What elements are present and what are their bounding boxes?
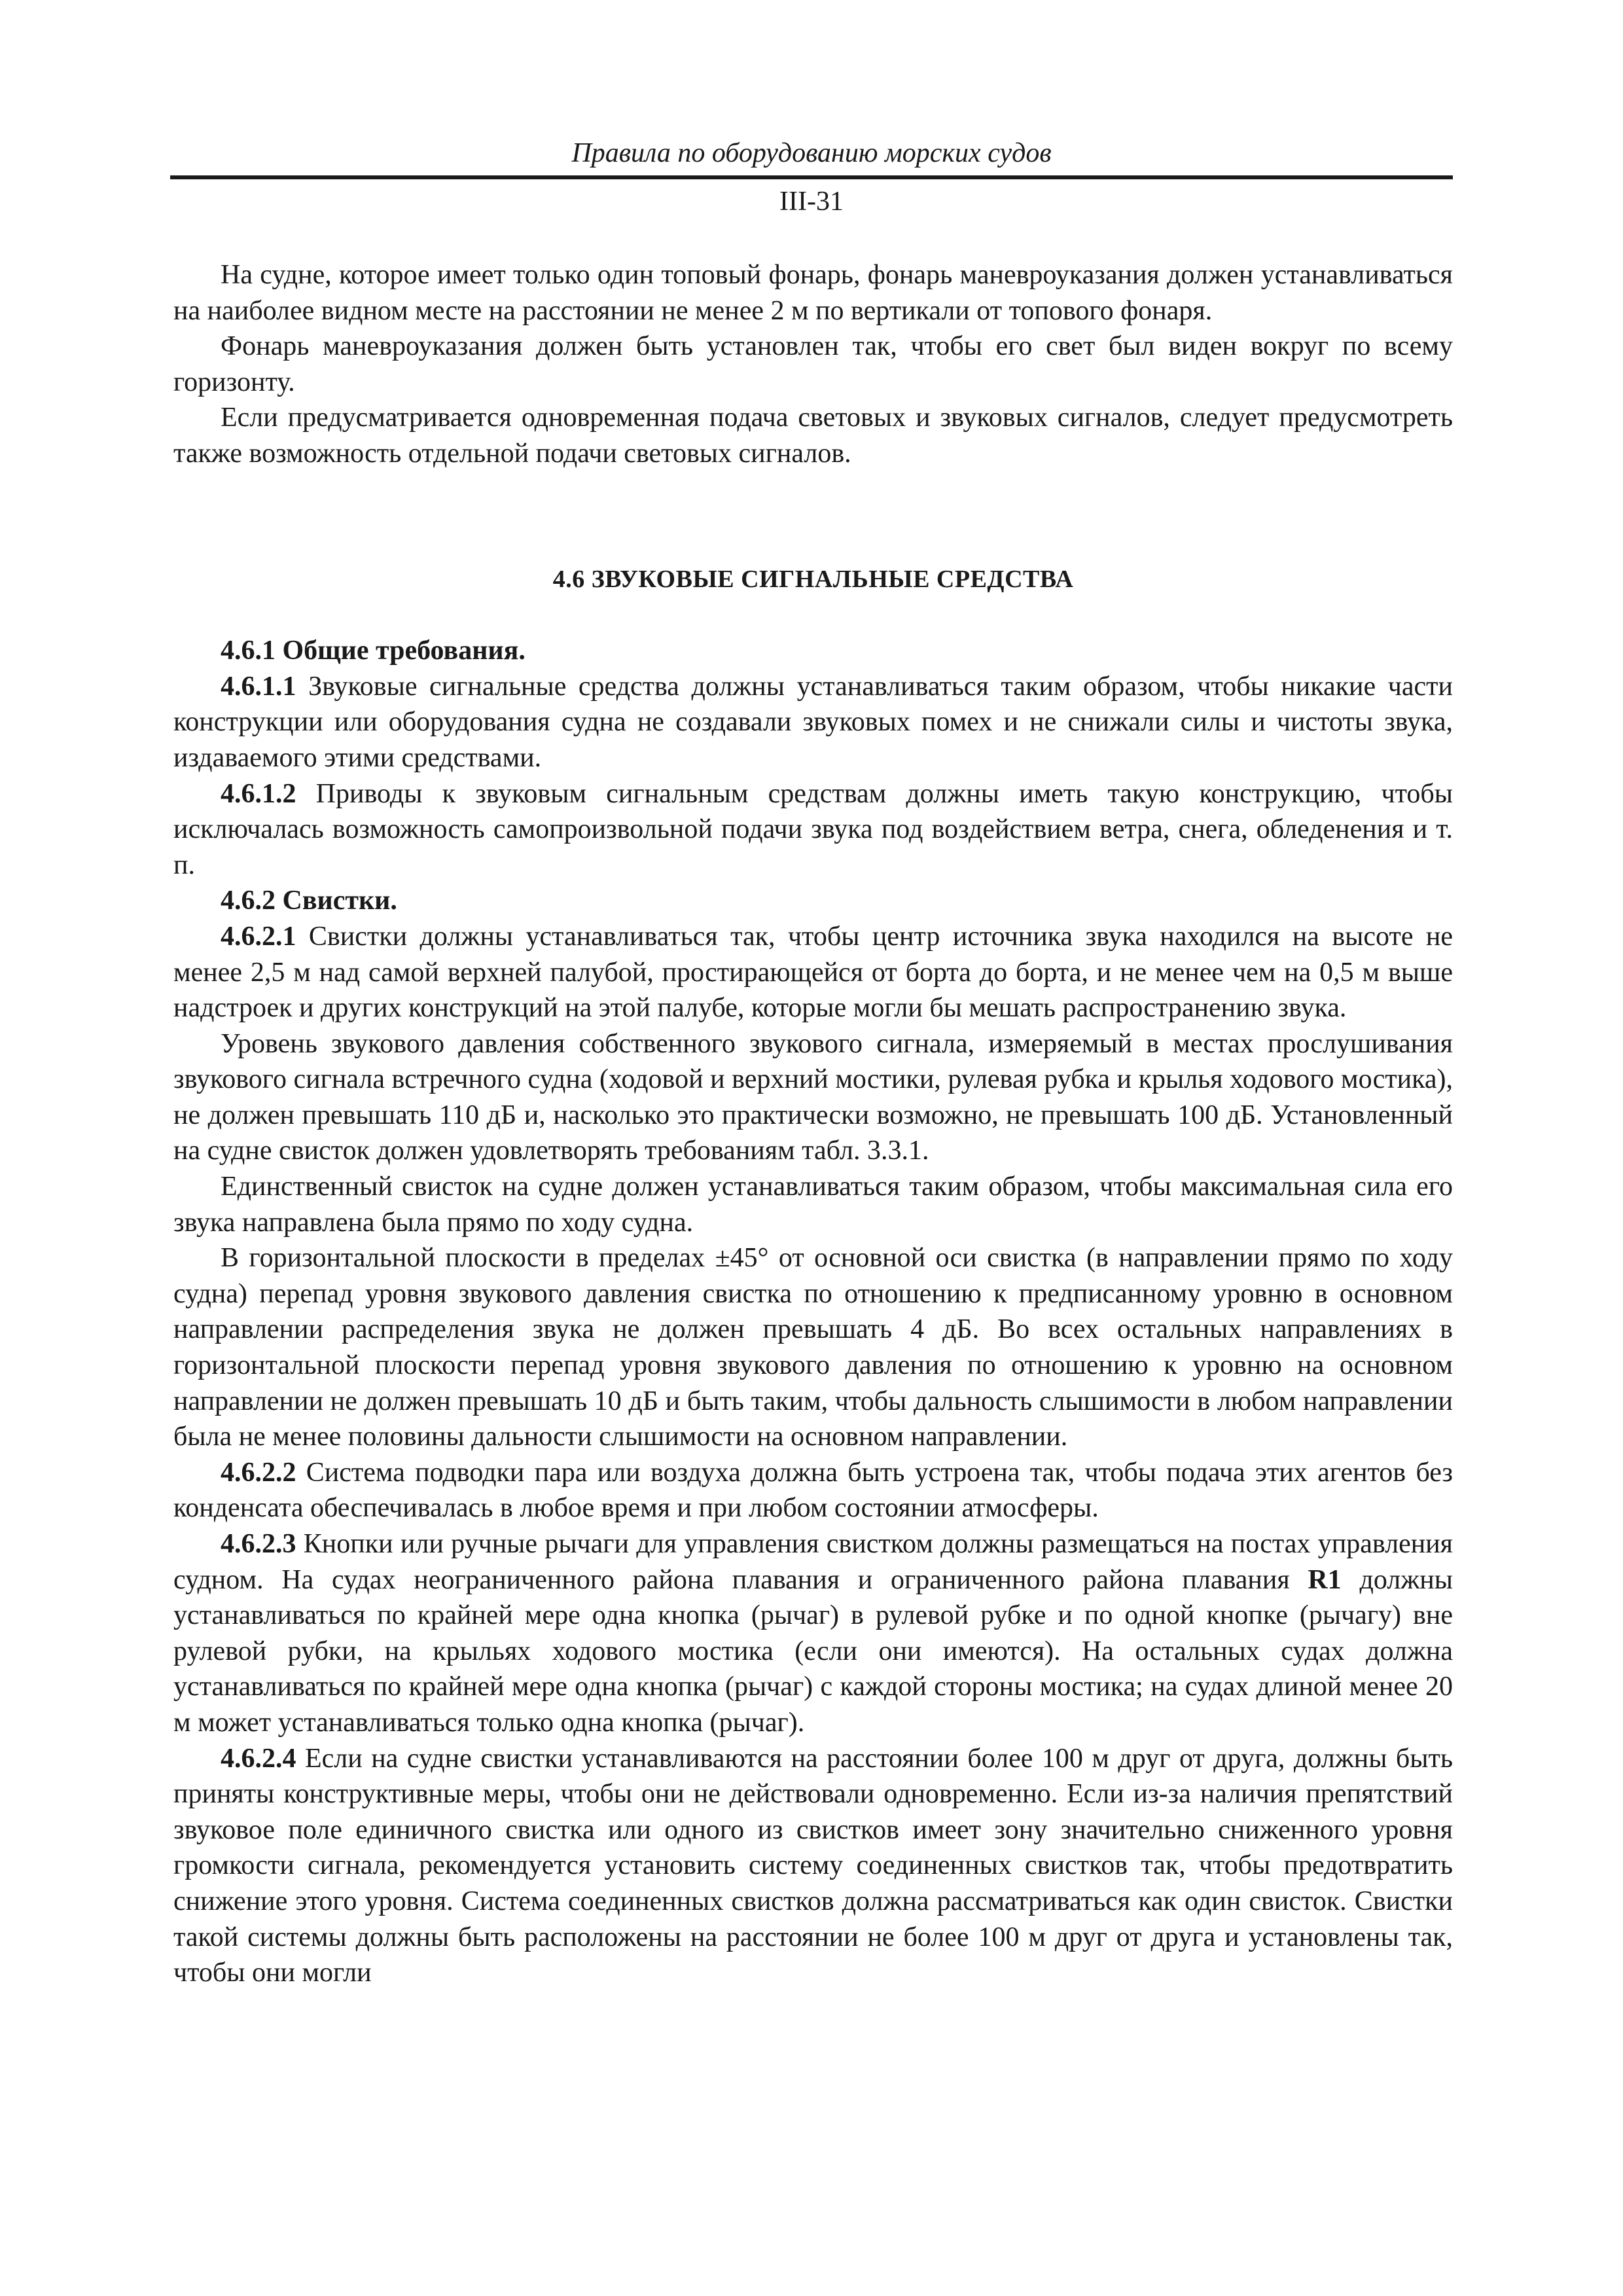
section-title: 4.6 ЗВУКОВЫЕ СИГНАЛЬНЫЕ СРЕДСТВА xyxy=(552,565,1074,593)
clause-number: 4.6.1.1 xyxy=(221,671,296,702)
subsection-heading-whistles: 4.6.2 Свистки. xyxy=(221,886,397,916)
clause-text: Свистки должны устанавливаться так, чтобы центр источника звука находился на высоте не менее 2,5 м над самой верхней палубой, простирающейся от борта до борта, и не менее чем на 0,5 м выше надстроек и других конструкций на этой палубе, которые могли бы мешать распространению звука. xyxy=(173,921,1453,1024)
clause-number: 4.6.1.2 xyxy=(221,778,296,809)
clause-text: Звуковые сигнальные средства должны устанавливаться таким образом, чтобы никакие части конструкции или оборудования судна не создавали звуковых помех и не снижали силы и чистоты звука, издаваемого этими средствами. xyxy=(173,671,1453,773)
running-title: Правила по оборудованию морских судов xyxy=(571,138,1052,168)
clause-4-6-2-3 xyxy=(173,1526,1453,1741)
clause-4-6-2-4 xyxy=(173,1741,1453,1991)
clause-4-6-1-2 xyxy=(173,776,1453,884)
clause-4-6-2-2 xyxy=(173,1455,1453,1526)
paragraph-single-whistle: Единственный свисток на судне должен устанавливаться таким образом, чтобы максимальная сила его звука направлена была прямо по ходу судна. xyxy=(173,1172,1453,1238)
paragraph-masthead-light: На судне, которое имеет только один топовый фонарь, фонарь маневроуказания должен устанавливаться на наиболее видном месте на расстоянии не менее 2 м по вертикали от топового фонаря. xyxy=(173,260,1453,326)
clause-4-6-1-1 xyxy=(173,669,1453,776)
spacer xyxy=(173,472,1453,562)
paragraph-sound-pressure-level: Уровень звукового давления собственного звукового сигнала, измеряемый в местах прослушивания звукового сигнала встречного судна (ходовой и верхний мостики, рулевая рубка и крылья ходового мостика), не должен превышать 110 дБ и, насколько это практически возможно, не превышать 100 дБ. Установленный на судне свисток должен удовлетворять требованиям табл. 3.3.1. xyxy=(173,1028,1453,1166)
subsection-heading-general: 4.6.1 Общие требования. xyxy=(221,636,526,666)
document-body xyxy=(173,257,1453,1991)
clause-text: Если на судне свистки устанавливаются на расстоянии более 100 м друг от друга, должны быть приняты конструктивные меры, чтобы они не действовали одновременно. Если из-за наличия препятствий звуковое поле единичного свистка или одного из свистков имеет зону значительно сниженного уровня громкости сигнала, рекомендуется установить систему соединенных свистков так, чтобы предотвратить снижение этого уровня. Система соединенных свистков должна рассматриваться как один свисток. Свистки такой системы должны быть расположены на расстоянии не более 100 м друг от друга и установлены так, чтобы они могли xyxy=(173,1743,1453,1988)
clause-text: должны устанавливаться по крайней мере одна кнопка (рычаг) в рулевой рубке и по одной кнопке (рычагу) вне рулевой рубки, на крыльях ходового мостика (если они имеются). На остальных судах должна устанавливаться по крайней мере одна кнопка (рычаг) с каждой стороны мостика; на судах длиной менее 20 м может устанавливаться только одна кнопка (рычаг). xyxy=(173,1564,1453,1738)
clause-4-6-2-1 xyxy=(173,919,1453,1026)
clause-text: Кнопки или ручные рычаги для управления свистком должны размещаться на постах управления судном. На судах неограниченного района плавания и ограниченного района плавания xyxy=(173,1529,1453,1595)
clause-number: 4.6.2.3 xyxy=(221,1529,296,1559)
paragraph-horizontal-plane: В горизонтальной плоскости в пределах ±45° от основной оси свистка (в направлении прямо по ходу судна) перепад уровня звукового давления свистка по отношению к предписанному уровню в основном направлении распределения звука не должен превышать 4 дБ. Во всех остальных направлениях в горизонтальной плоскости перепад уровня звукового давления по отношению к уровню на основном направлении не должен превышать 10 дБ и быть таким, чтобы дальность слышимости в любом направлении была не менее половины дальности слышимости на основном направлении. xyxy=(173,1243,1453,1452)
page-number: III-31 xyxy=(779,187,844,217)
paragraph-separate-light-signals: Если предусматривается одновременная подача световых и звуковых сигналов, следует предусмотреть также возможность отдельной подачи световых сигналов. xyxy=(173,403,1453,469)
clause-number: 4.6.2.4 xyxy=(221,1743,296,1774)
clause-text: Приводы к звуковым сигнальным средствам должны иметь такую конструкцию, чтобы исключалась возможность самопроизвольной подачи звука под воздействием ветра, снега, обледенения и т. п. xyxy=(173,778,1453,880)
clause-number: 4.6.2.2 xyxy=(221,1457,296,1488)
paragraph-horizon-visibility: Фонарь маневроуказания должен быть установлен так, чтобы его свет был виден вокруг по всему горизонту. xyxy=(173,331,1453,397)
header-rule xyxy=(170,175,1453,179)
clause-text: Система подводки пара или воздуха должна быть устроена так, чтобы подача этих агентов без конденсата обеспечивалась в любое время и при любом состоянии атмосферы. xyxy=(173,1457,1453,1524)
navigation-region-code: R1 xyxy=(1308,1564,1342,1595)
spacer xyxy=(173,597,1453,633)
clause-number: 4.6.2.1 xyxy=(221,921,296,952)
